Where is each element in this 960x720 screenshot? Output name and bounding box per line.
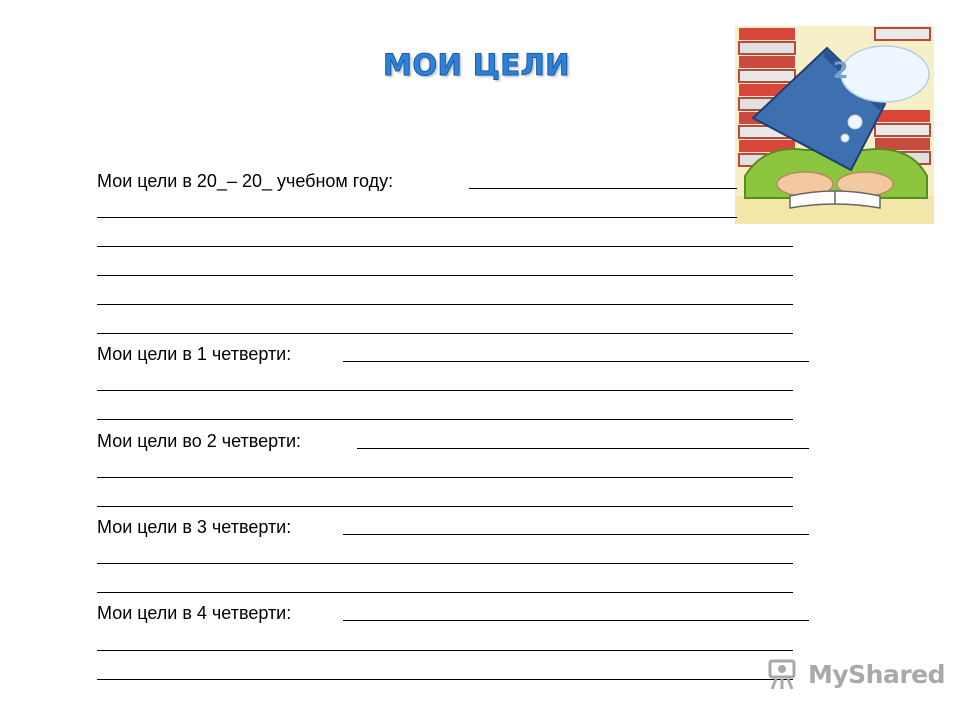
goal-label-year: Мои цели в 20_– 20_ учебном году: xyxy=(97,171,394,191)
answer-line[interactable] xyxy=(97,304,793,305)
goal-label-quarter-4: Мои цели в 4 четверти: xyxy=(97,603,292,623)
goal-label-quarter-2: Мои цели во 2 четверти: xyxy=(97,431,302,451)
answer-line[interactable] xyxy=(97,333,793,334)
page-title: МОИ ЦЕЛИ xyxy=(383,48,570,82)
answer-line[interactable] xyxy=(97,246,793,247)
answer-line[interactable] xyxy=(97,419,793,420)
answer-line[interactable] xyxy=(97,563,793,564)
answer-line[interactable] xyxy=(343,361,809,362)
answer-line[interactable] xyxy=(343,534,809,535)
watermark xyxy=(768,656,945,692)
answer-line[interactable] xyxy=(97,477,793,478)
hat-number-text: 2 xyxy=(833,59,849,84)
answer-line[interactable] xyxy=(97,650,793,651)
answer-line[interactable] xyxy=(97,217,737,218)
answer-line[interactable] xyxy=(97,506,793,507)
reading-boy-illustration xyxy=(735,26,934,224)
answer-line[interactable] xyxy=(343,620,809,621)
goal-label-quarter-3: Мои цели в 3 четверти: xyxy=(97,517,292,537)
answer-line[interactable] xyxy=(97,390,793,391)
goal-label-quarter-1: Мои цели в 1 четверти: xyxy=(97,344,292,364)
answer-line[interactable] xyxy=(97,275,793,276)
answer-line[interactable] xyxy=(469,188,737,189)
watermark-text: MyShared xyxy=(808,659,946,689)
answer-line[interactable] xyxy=(97,592,793,593)
projector-logo-icon xyxy=(768,657,802,691)
answer-line[interactable] xyxy=(97,679,793,680)
answer-line[interactable] xyxy=(357,448,809,449)
